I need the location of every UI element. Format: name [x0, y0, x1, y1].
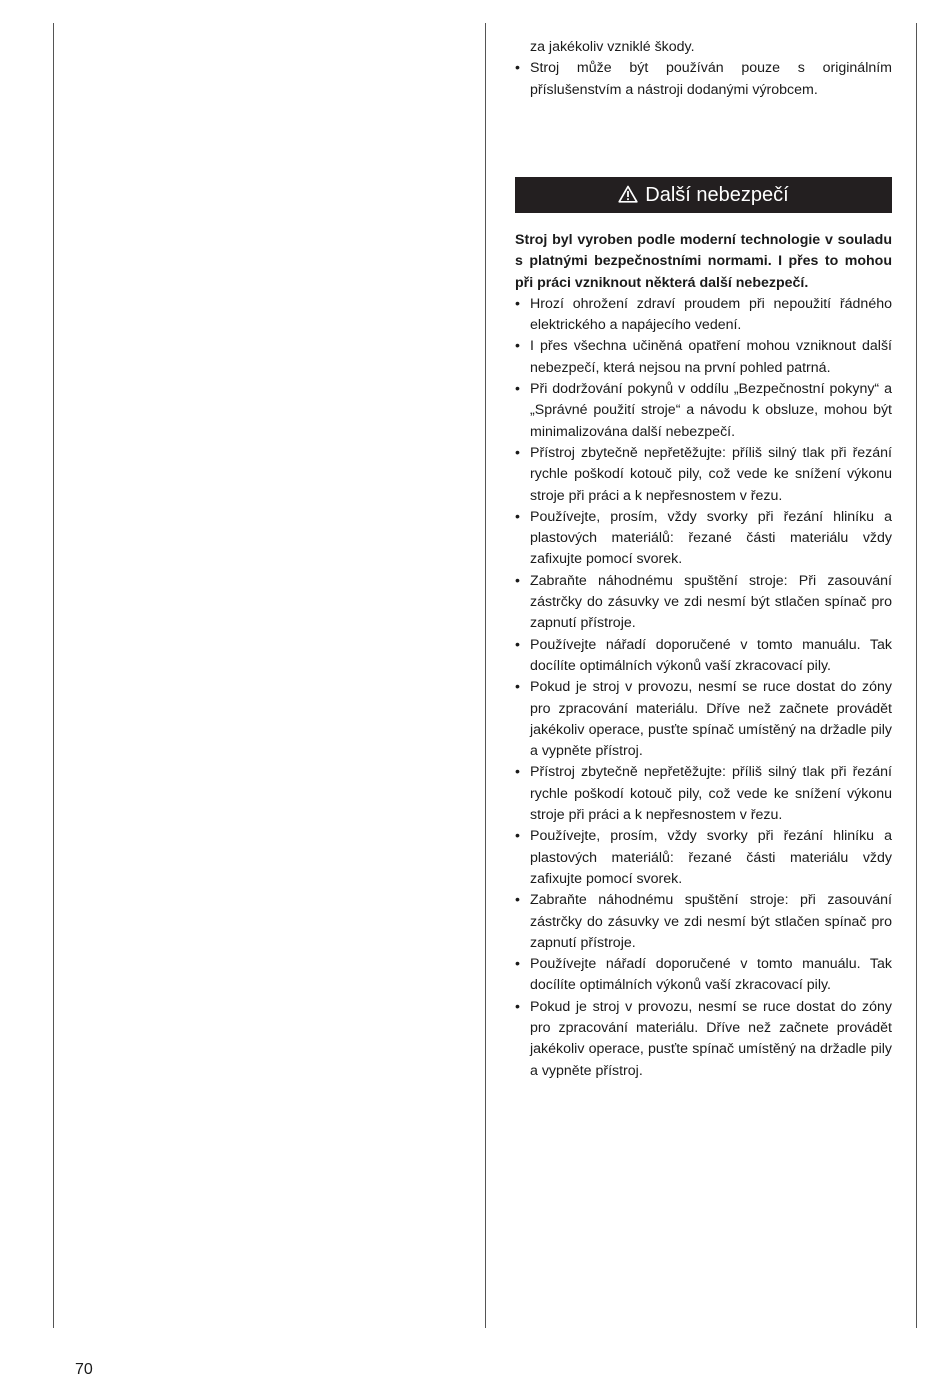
list-item: za jakékoliv vzniklé škody.	[530, 39, 695, 55]
section-title: Další nebezpečí	[645, 183, 789, 206]
column-rule-right	[916, 23, 917, 1328]
list-item: • Zabraňte náhodnému spuštění stroje: Při zasouvání zástrčky do zásuvky ve zdi nesmí být stlačen spínač pro zapnutí přístroje.	[515, 571, 892, 635]
list-item: • Stroj může být používán pouze s originálním příslušenstvím a nástroji dodanými výrobcem.	[515, 58, 892, 101]
page-number: 70	[75, 1361, 93, 1378]
list-item: • Používejte, prosím, vždy svorky při řezání hliníku a plastových materiálů: řezané části materiálu vždy zafixujte pomocí svorek.	[515, 826, 892, 890]
list-item: • Pokud je stroj v provozu, nesmí se ruce dostat do zóny pro zpracování materiálu. Dříve než začnete provádět jakékoliv operace, pusťte spínač umístěný na držadle pily a vypněte přístroj.	[515, 997, 892, 1082]
list-item: • Používejte nářadí doporučené v tomto manuálu. Tak docílíte optimálních výkonů vaší zkracovací pily.	[515, 635, 892, 678]
list-item: • Používejte, prosím, vždy svorky při řezání hliníku a plastových materiálů: řezané části materiálu vždy zafixujte pomocí svorek.	[515, 507, 892, 571]
list-item: • Při dodržování pokynů v oddílu „Bezpečnostní pokyny“ a „Správné použití stroje“ a návodu k obsluze, mohou být minimalizována další nebezpečí.	[515, 379, 892, 443]
section-body	[515, 230, 892, 1082]
hazard-list	[515, 294, 892, 1082]
column-rule-middle	[485, 23, 486, 1328]
list-item: • Používejte nářadí doporučené v tomto manuálu. Tak docílíte optimálních výkonů vaší zkracovací pily.	[515, 954, 892, 997]
list-item: • Pokud je stroj v provozu, nesmí se ruce dostat do zóny pro zpracování materiálu. Dříve než začnete provádět jakékoliv operace, pusťte spínač umístěný na držadle pily a vypněte přístroj.	[515, 677, 892, 762]
section-header	[515, 177, 892, 213]
warning-triangle-icon	[618, 185, 638, 203]
continued-text-block	[515, 37, 892, 101]
list-item: • Zabraňte náhodnému spuštění stroje: při zasouvání zástrčky do zásuvky ve zdi nesmí být stlačen spínač pro zapnutí přístroje.	[515, 890, 892, 954]
list-item: • Přístroj zbytečně nepřetěžujte: příliš silný tlak při řezání rychle poškodí kotouč pily, což vede ke snížení výkonu stroje při práci a k nepřesnostem v řezu.	[515, 762, 892, 826]
list-item: • I přes všechna učiněná opatření mohou vzniknout další nebezpečí, která nejsou na první pohled patrná.	[515, 336, 892, 379]
column-rule-left	[53, 23, 54, 1328]
section-intro: Stroj byl vyroben podle moderní technologie v souladu s platnými bezpečnostními normami. I přes to mohou při práci vzniknout některá další nebezpečí.	[515, 232, 892, 291]
continued-list	[515, 37, 892, 101]
list-item: • Hrozí ohrožení zdraví proudem při nepoužití řádného elektrického a napájecího vedení.	[515, 294, 892, 337]
list-item: • Přístroj zbytečně nepřetěžujte: příliš silný tlak při řezání rychle poškodí kotouč pily, což vede ke snížení výkonu stroje při práci a k nepřesnostem v řezu.	[515, 443, 892, 507]
